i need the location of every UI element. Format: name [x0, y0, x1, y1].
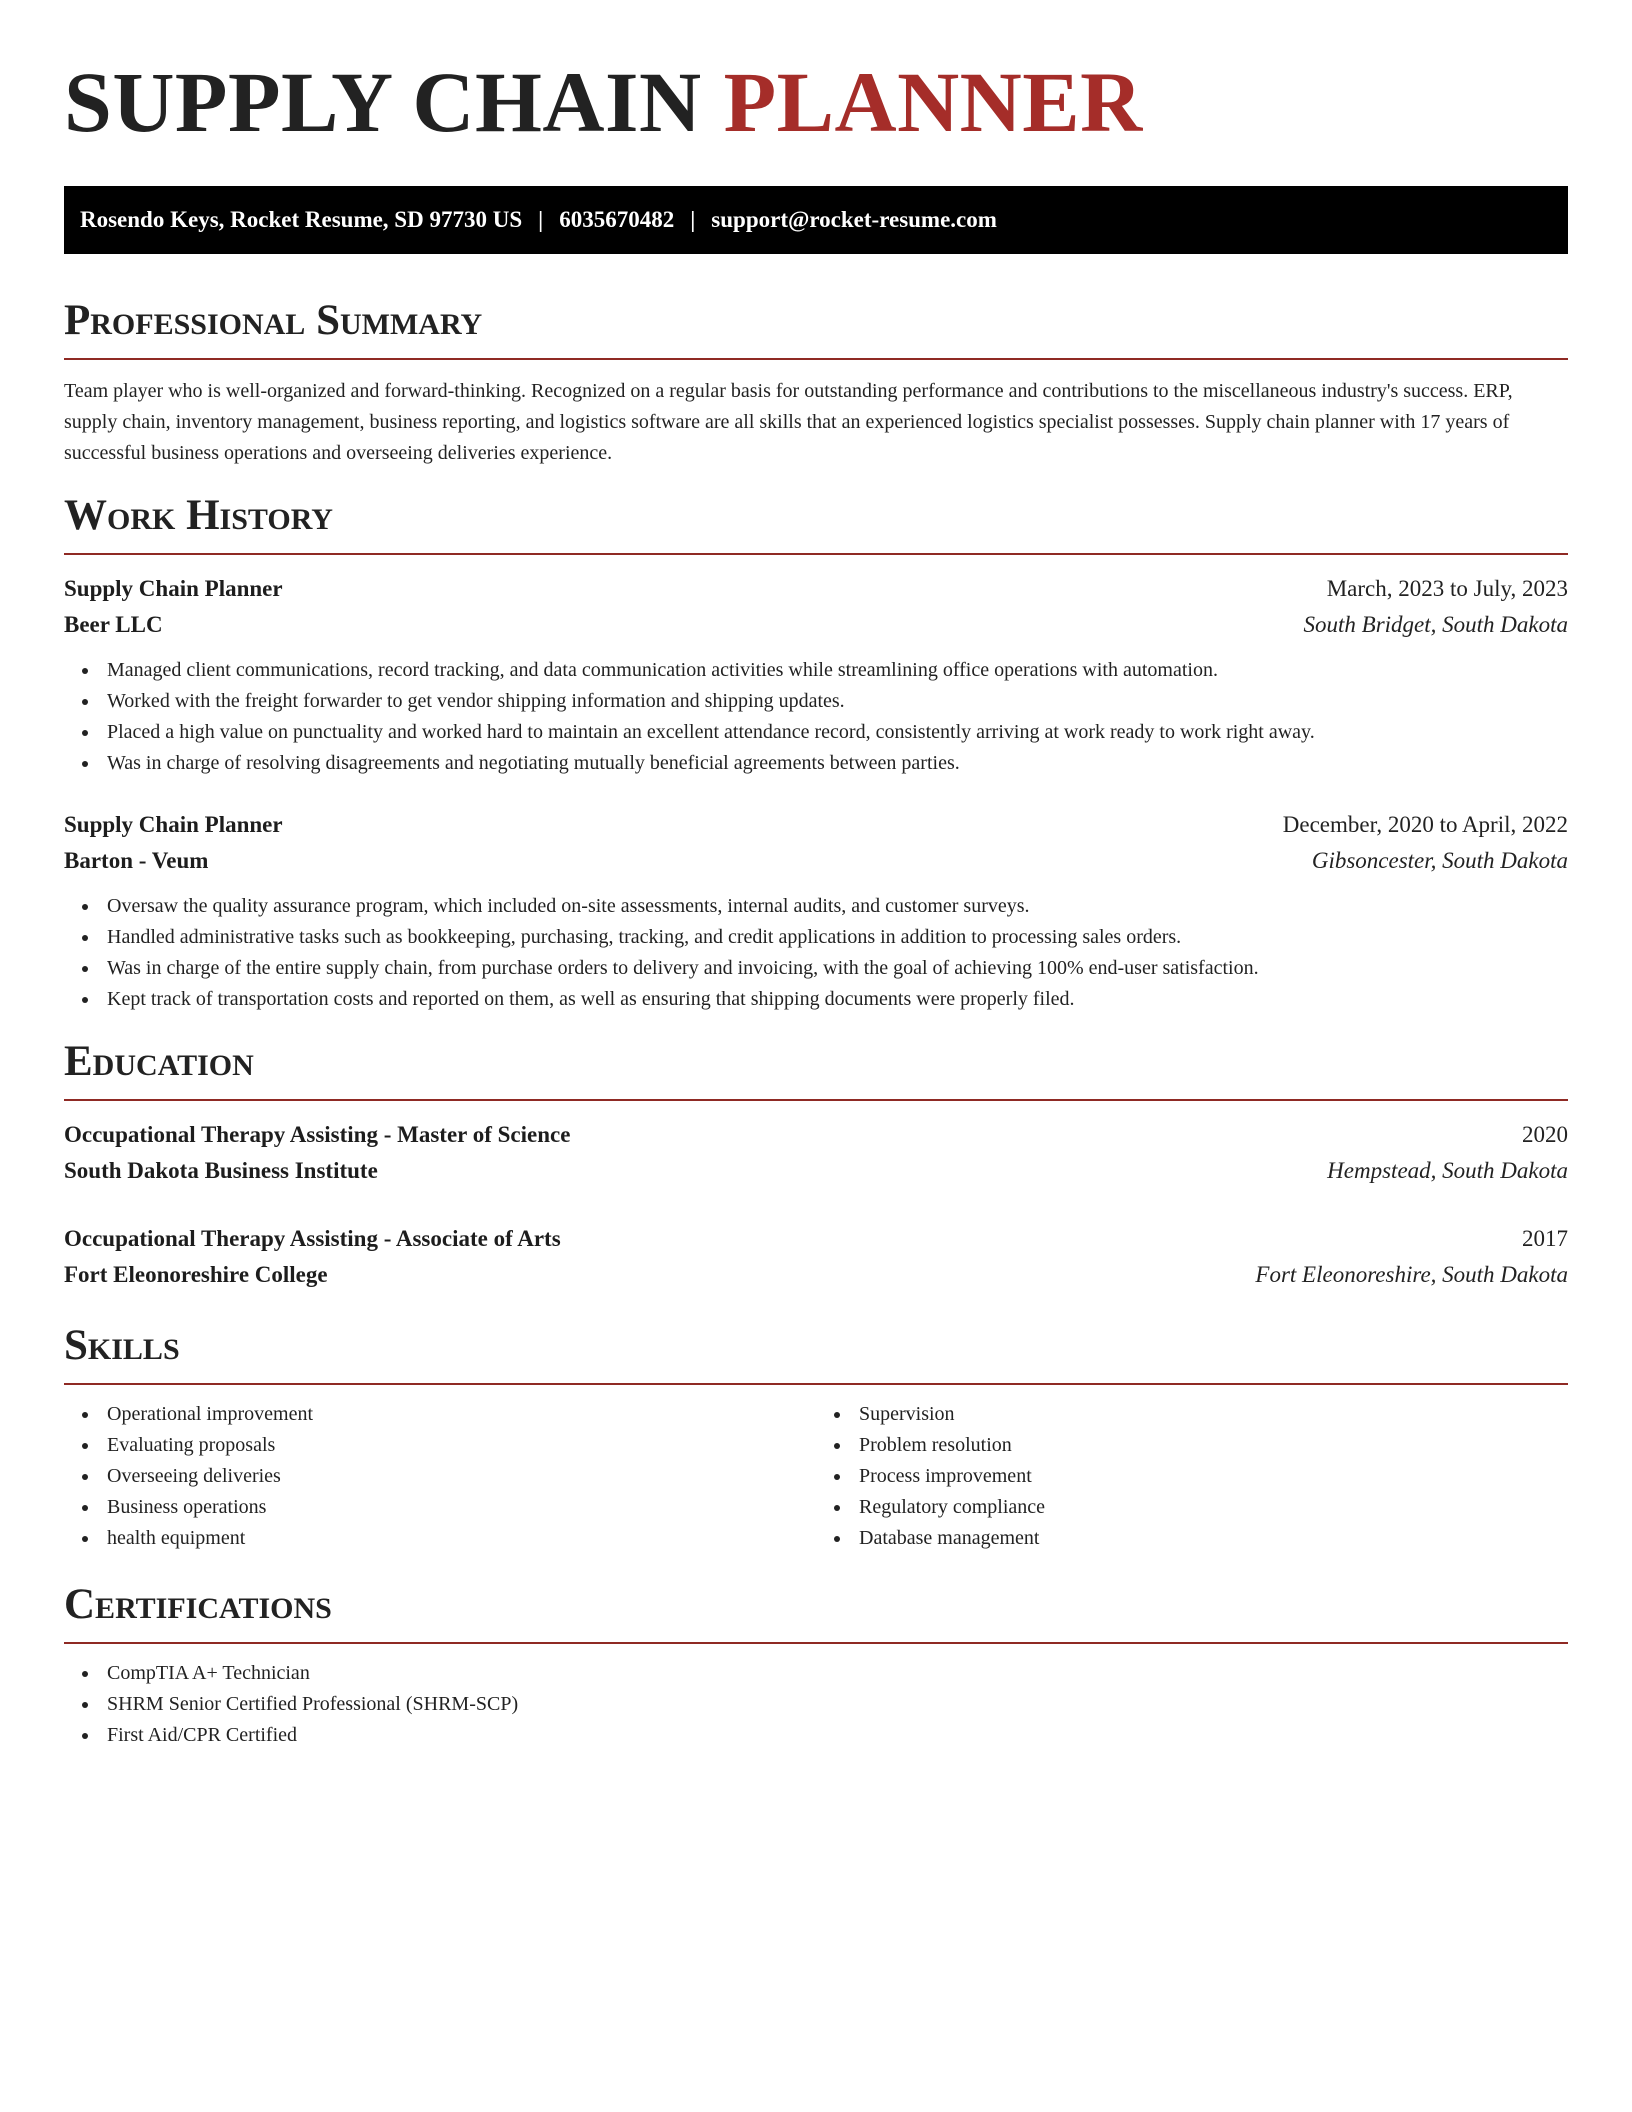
- skill-item: Overseeing deliveries: [107, 1461, 816, 1492]
- education-section: [64, 1037, 1568, 1293]
- job-entry: [64, 571, 1568, 779]
- job-title: Supply Chain Planner: [64, 812, 283, 837]
- skill-item: Operational improvement: [107, 1399, 816, 1430]
- skill-item: Business operations: [107, 1492, 816, 1523]
- skills-list-left: [64, 1399, 816, 1554]
- education-school: Fort Eleonoreshire College: [64, 1262, 328, 1287]
- job-dates: December, 2020 to April, 2022: [1282, 812, 1568, 837]
- contact-email: support@rocket-resume.com: [711, 207, 997, 232]
- contact-bar: [64, 186, 1568, 254]
- title-main: SUPPLY CHAIN: [64, 54, 702, 150]
- summary-section: [64, 296, 1568, 469]
- skills-section: [64, 1321, 1568, 1554]
- job-duty: Placed a high value on punctuality and worked hard to maintain an excellent attendance record, consistently arriving at work ready to work right away.: [107, 717, 1568, 748]
- contact-separator: |: [690, 207, 696, 232]
- skills-grid: [64, 1399, 1568, 1554]
- contact-separator: |: [538, 207, 544, 232]
- contact-phone: 6035670482: [559, 207, 675, 232]
- job-location: South Bridget, South Dakota: [1303, 612, 1568, 637]
- education-heading: Education: [64, 1038, 254, 1085]
- resume-title: [64, 56, 1568, 148]
- education-year: 2017: [1522, 1226, 1568, 1251]
- job-duty: Handled administrative tasks such as bookkeeping, purchasing, tracking, and credit applications in addition to processing sales orders.: [107, 922, 1568, 953]
- certifications-section: [64, 1580, 1568, 1751]
- skill-item: Regulatory compliance: [859, 1492, 1568, 1523]
- job-duty: Worked with the freight forwarder to get vendor shipping information and shipping updates.: [107, 686, 1568, 717]
- job-title: Supply Chain Planner: [64, 576, 283, 601]
- job-duties-list: [64, 891, 1568, 1015]
- title-accent: PLANNER: [723, 54, 1143, 150]
- skill-item: Evaluating proposals: [107, 1430, 816, 1461]
- job-entry: [64, 807, 1568, 1015]
- education-degree: Occupational Therapy Assisting - Associate of Arts: [64, 1226, 561, 1251]
- skill-item: Supervision: [859, 1399, 1568, 1430]
- certification-item: First Aid/CPR Certified: [107, 1720, 1568, 1751]
- education-degree: Occupational Therapy Assisting - Master of Science: [64, 1122, 571, 1147]
- work-history-section: [64, 491, 1568, 1015]
- education-year: 2020: [1522, 1122, 1568, 1147]
- certifications-list: [64, 1658, 1568, 1751]
- skills-heading: Skills: [64, 1322, 180, 1369]
- certifications-heading: Certifications: [64, 1581, 332, 1628]
- skill-item: Process improvement: [859, 1461, 1568, 1492]
- education-location: Fort Eleonoreshire, South Dakota: [1255, 1262, 1568, 1287]
- contact-address: Rosendo Keys, Rocket Resume, SD 97730 US: [80, 207, 523, 232]
- summary-text: Team player who is well-organized and forward-thinking. Recognized on a regular basis for outstanding performance and contributions to the miscellaneous industry's success. ERP, supply chain, inventory management, business reporting, and logistics software are all skills that an experienced logistics specialist possesses. Supply chain planner with 17 years of successful business operations and overseeing deliveries experience.: [64, 380, 1513, 464]
- work-history-heading: Work History: [64, 492, 333, 539]
- job-duty: Was in charge of the entire supply chain, from purchase orders to delivery and invoicing, with the goal of achieving 100% end-user satisfaction.: [107, 953, 1568, 984]
- job-location: Gibsoncester, South Dakota: [1311, 848, 1568, 873]
- summary-heading: Professional Summary: [64, 297, 483, 344]
- section-divider: [64, 1099, 1568, 1101]
- job-duty: Kept track of transportation costs and reported on them, as well as ensuring that shipping documents were properly filed.: [107, 984, 1568, 1015]
- job-duty: Managed client communications, record tracking, and data communication activities while streamlining office operations with automation.: [107, 655, 1568, 686]
- section-divider: [64, 1383, 1568, 1385]
- job-company: Beer LLC: [64, 612, 163, 637]
- job-duty: Oversaw the quality assurance program, which included on-site assessments, internal audits, and customer surveys.: [107, 891, 1568, 922]
- section-divider: [64, 358, 1568, 360]
- skill-item: Database management: [859, 1523, 1568, 1554]
- job-duties-list: [64, 655, 1568, 779]
- section-divider: [64, 1642, 1568, 1644]
- skill-item: health equipment: [107, 1523, 816, 1554]
- job-company: Barton - Veum: [64, 848, 209, 873]
- certification-item: CompTIA A+ Technician: [107, 1658, 1568, 1689]
- education-entry: [64, 1221, 1568, 1293]
- job-duty: Was in charge of resolving disagreements and negotiating mutually beneficial agreements between parties.: [107, 748, 1568, 779]
- section-divider: [64, 553, 1568, 555]
- job-dates: March, 2023 to July, 2023: [1326, 576, 1568, 601]
- skill-item: Problem resolution: [859, 1430, 1568, 1461]
- education-entry: [64, 1117, 1568, 1189]
- certification-item: SHRM Senior Certified Professional (SHRM-SCP): [107, 1689, 1568, 1720]
- skills-list-right: [816, 1399, 1568, 1554]
- education-location: Hempstead, South Dakota: [1327, 1158, 1568, 1183]
- education-school: South Dakota Business Institute: [64, 1158, 378, 1183]
